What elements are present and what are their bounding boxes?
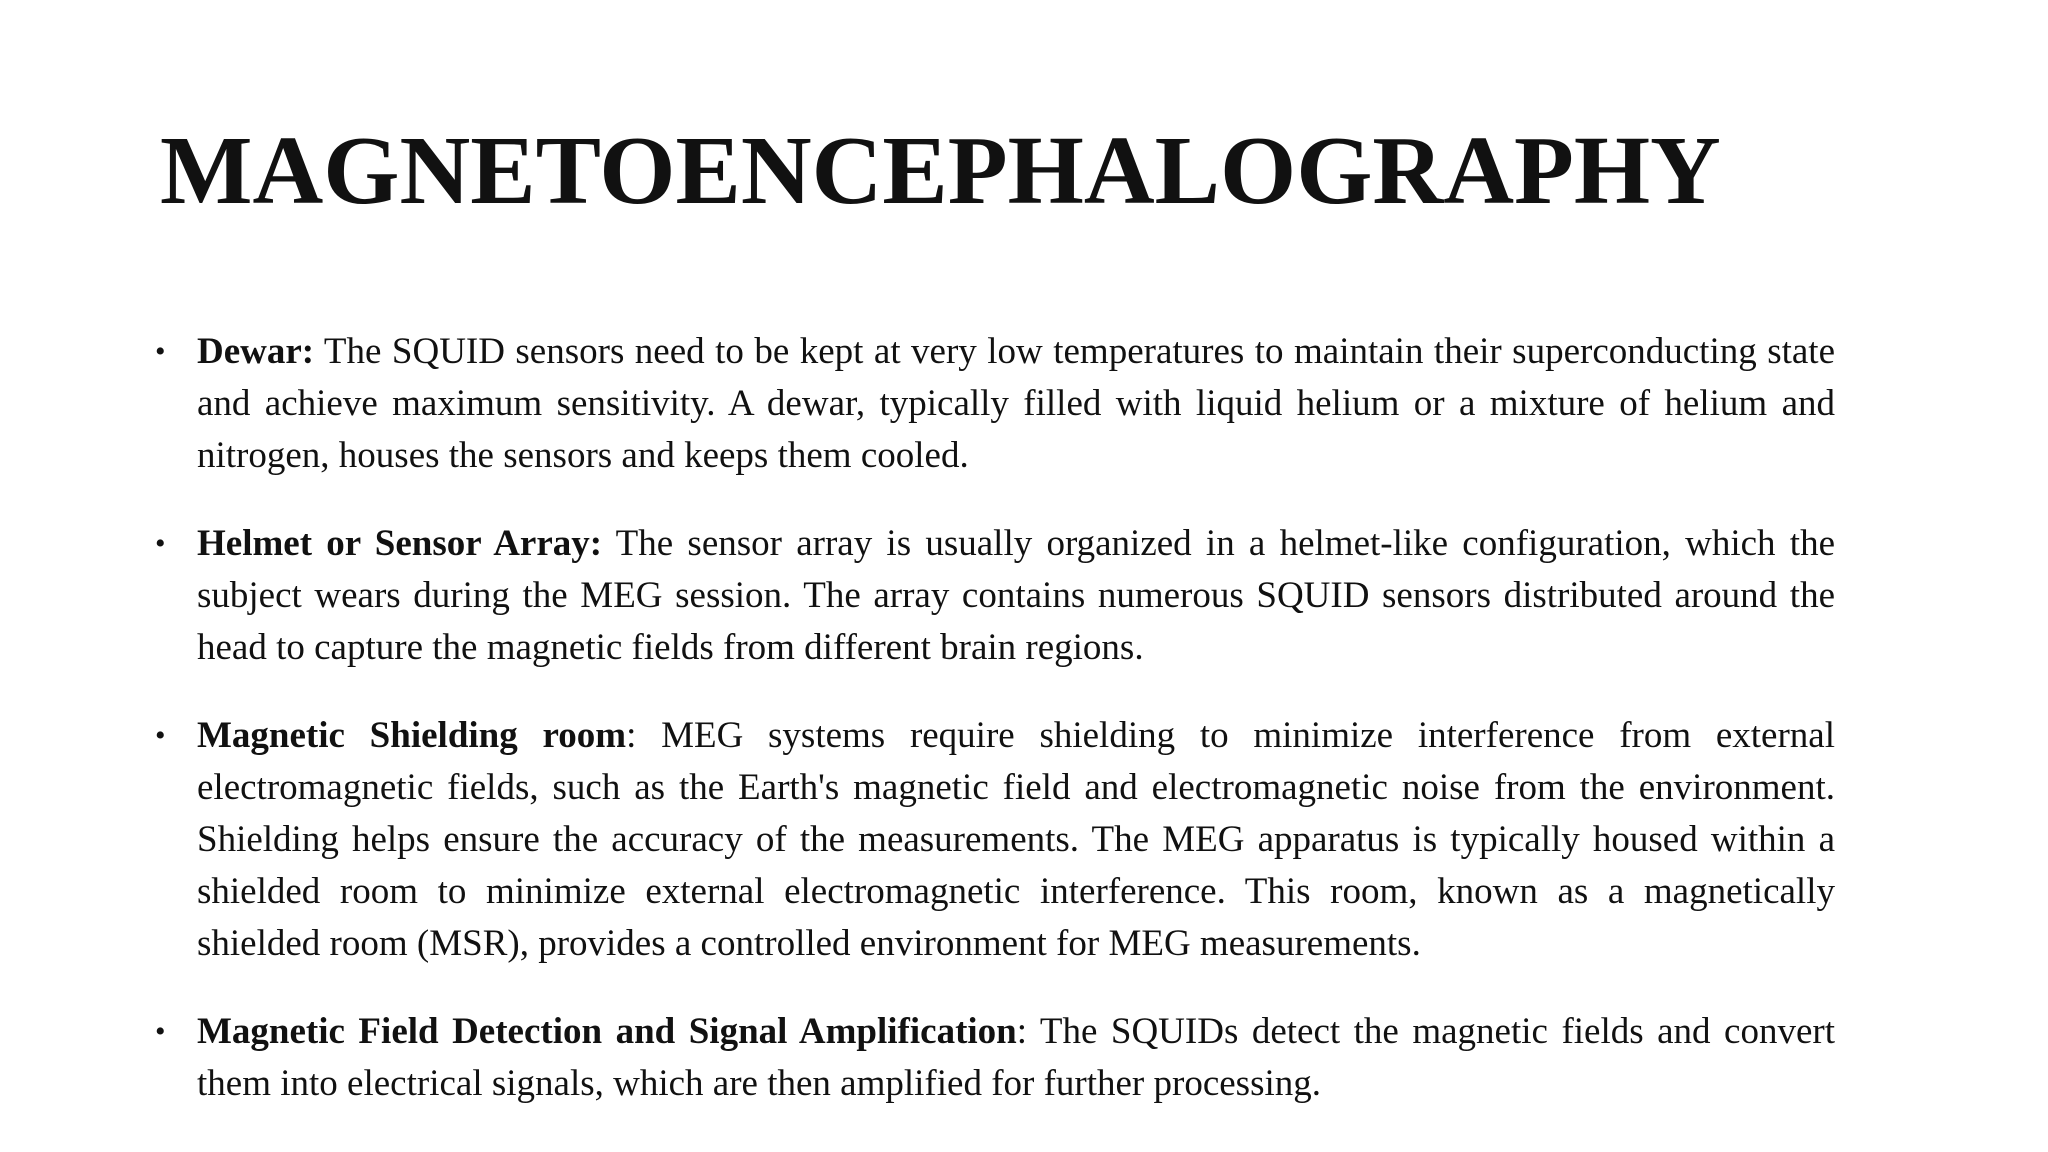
bullet-dot-icon: •: [155, 719, 166, 752]
bullet-text: The SQUID sensors need to be kept at very low temperatures to maintain their superconducting state and achieve maximum sensitivity. A dewar, typically filled with liquid helium or a mixture of helium and nitrogen, houses the sensors and keeps them cooled.: [197, 331, 1835, 476]
bullet-term: Magnetic Field Detection and Signal Amplification: [197, 1011, 1017, 1052]
bullet-separator: :: [626, 715, 662, 756]
bullet-text: The sensor array is usually organized in a helmet-like configuration, which the subject wears during the MEG session. The array contains numerous SQUID sensors distributed around the head to capture the magnetic fields from different brain regions.: [197, 523, 1835, 668]
bullet-term: Dewar:: [197, 331, 315, 372]
bullet-term: Magnetic Shielding room: [197, 715, 627, 756]
bullet-separator: :: [1016, 1011, 1040, 1052]
bullet-list: [155, 326, 1835, 1146]
bullet-separator: [314, 331, 324, 372]
bullet-separator: [602, 523, 616, 564]
bullet-dot-icon: •: [155, 1015, 166, 1048]
bullet-item-dewar: [155, 326, 1835, 482]
bullet-dot-icon: •: [155, 527, 166, 560]
bullet-item-helmet: [155, 518, 1835, 674]
slide-title: MAGNETOENCEPHALOGRAPHY: [160, 117, 1721, 225]
bullet-term: Helmet or Sensor Array:: [197, 523, 603, 564]
bullet-item-detection: [155, 1006, 1835, 1110]
bullet-item-shielding: [155, 710, 1835, 970]
bullet-dot-icon: •: [155, 335, 166, 368]
bullet-text: The SQUIDs detect the magnetic fields and convert them into electrical signals, which are then amplified for further processing.: [197, 1011, 1835, 1104]
bullet-text: MEG systems require shielding to minimize interference from external electromagnetic fields, such as the Earth's magnetic field and electromagnetic noise from the environment. Shielding helps ensure the accuracy of the measurements. The MEG apparatus is typically housed within a shielded room to minimize external electromagnetic interference. This room, known as a magnetically shielded room (MSR), provides a controlled environment for MEG measurements.: [197, 715, 1835, 964]
